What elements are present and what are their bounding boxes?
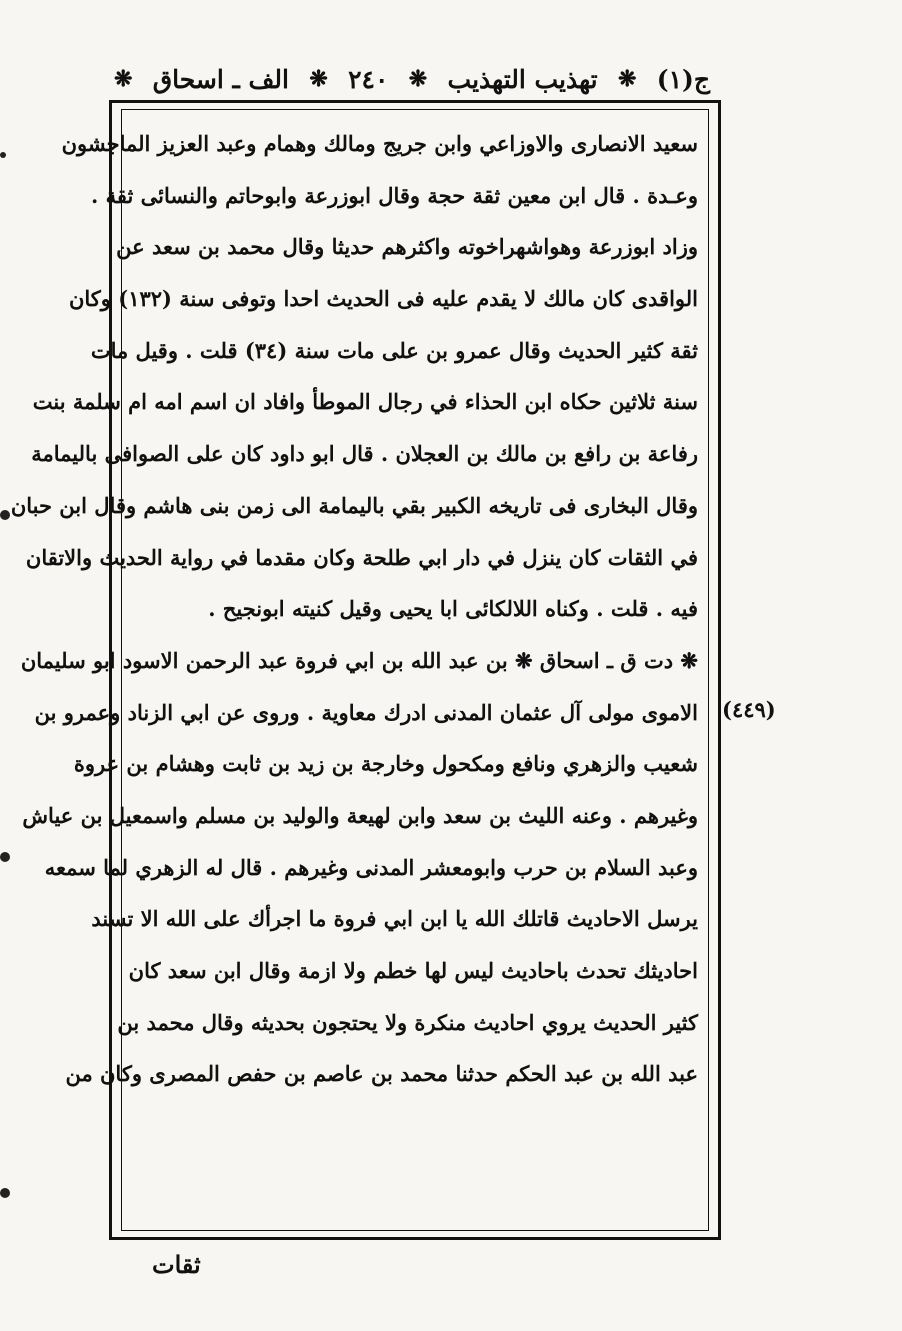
- text-line: وزاد ابوزرعة وهواشهراخوته واكثرهم حديثا وقال محمد بن سعد عن: [116, 234, 698, 260]
- entry-number: (٤٤٩): [722, 697, 776, 722]
- ornament-icon: ❋: [309, 66, 328, 92]
- text-line: في الثقات كان ينزل في دار ابي طلحة وكان مقدما في رواية الحديث والاتقان: [25, 544, 698, 570]
- entry-heading-line: ❋ دت ق ـ اسحاق ❋ بن عبد الله بن ابي فروة عبد الرحمن الاسود ابو سليمان: [20, 647, 698, 673]
- text-line: وعبد السلام بن حرب وابومعشر المدنى وغيرهم . قال له الزهري لما سمعه: [44, 854, 698, 880]
- text-line: رفاعة بن رافع بن مالك بن العجلان . قال ابو داود كان على الصوافى باليمامة: [31, 441, 698, 467]
- ornament-icon: ❋: [617, 66, 637, 92]
- text-line: الاموى مولى آل عثمان المدنى ادرك معاوية . وروى عن ابي الزناد وعمرو بن: [34, 699, 698, 725]
- text-line: وقال البخارى فى تاريخه الكبير بقي باليمامة الى زمن بنى هاشم وقال ابن حبان: [10, 492, 698, 518]
- scan-speck: [0, 510, 10, 520]
- scan-speck: [0, 852, 10, 862]
- body-text: [10, 118, 708, 1100]
- text-line: الواقدى كان مالك لا يقدم عليه فى الحديث احدا وتوفى سنة (١٣٢) وكان: [68, 286, 698, 312]
- text-line: عبد الله بن عبد الحكم حدثنا محمد بن عاصم بن حفص المصرى وكان من: [65, 1061, 698, 1087]
- book-title: تهذيب التهذيب: [447, 64, 598, 94]
- ornament-icon: ❋: [114, 66, 133, 92]
- text-line: ثقة كثير الحديث وقال عمرو بن على مات سنة (٣٤) قلت . وقيل مات: [90, 337, 698, 363]
- text-line: سنة ثلاثين حكاه ابن الحذاء في رجال الموطأ وافاد ان اسم امه ام سلمة بنت: [32, 389, 698, 415]
- page-number: ٢٤٠: [348, 64, 389, 94]
- text-line: فيه . قلت . وكناه اللالكائى ابا يحيى وقيل كنيته ابونجيح .: [208, 596, 698, 622]
- text-line: وغيرهم . وعنه الليث بن سعد وابن لهيعة والوليد بن مسلم واسمعيل بن عياش: [22, 802, 698, 828]
- running-header: [110, 52, 710, 106]
- text-line: سعيد الانصارى والاوزاعي وابن جريج ومالك وهمام وعبد العزيز الماجشون: [61, 131, 698, 156]
- section-label: الف ـ اسحاق: [152, 64, 289, 94]
- scan-speck: [0, 152, 6, 158]
- text-line: احاديثك تحدث باحاديث ليس لها خطم ولا ازمة وقال ابن سعد كان: [128, 958, 698, 983]
- text-line: وعـدة . قال ابن معين ثقة حجة وقال ابوزرعة وابوحاتم والنسائى ثقة .: [90, 182, 698, 208]
- catchword: ثقات: [152, 1250, 201, 1279]
- scan-speck: [0, 1188, 10, 1198]
- text-line: يرسل الاحاديث قاتلك الله يا ابن ابي فروة ما اجرأك على الله الا تسند: [91, 906, 698, 932]
- text-line: كثير الحديث يروي احاديث منكرة ولا يحتجون بحديثه وقال محمد بن: [117, 1009, 698, 1035]
- text-line: شعيب والزهري ونافع ومكحول وخارجة بن زيد بن ثابت وهشام بن عروة: [73, 751, 698, 777]
- ornament-icon: ❋: [408, 66, 428, 92]
- volume-label: ج(١): [656, 64, 710, 94]
